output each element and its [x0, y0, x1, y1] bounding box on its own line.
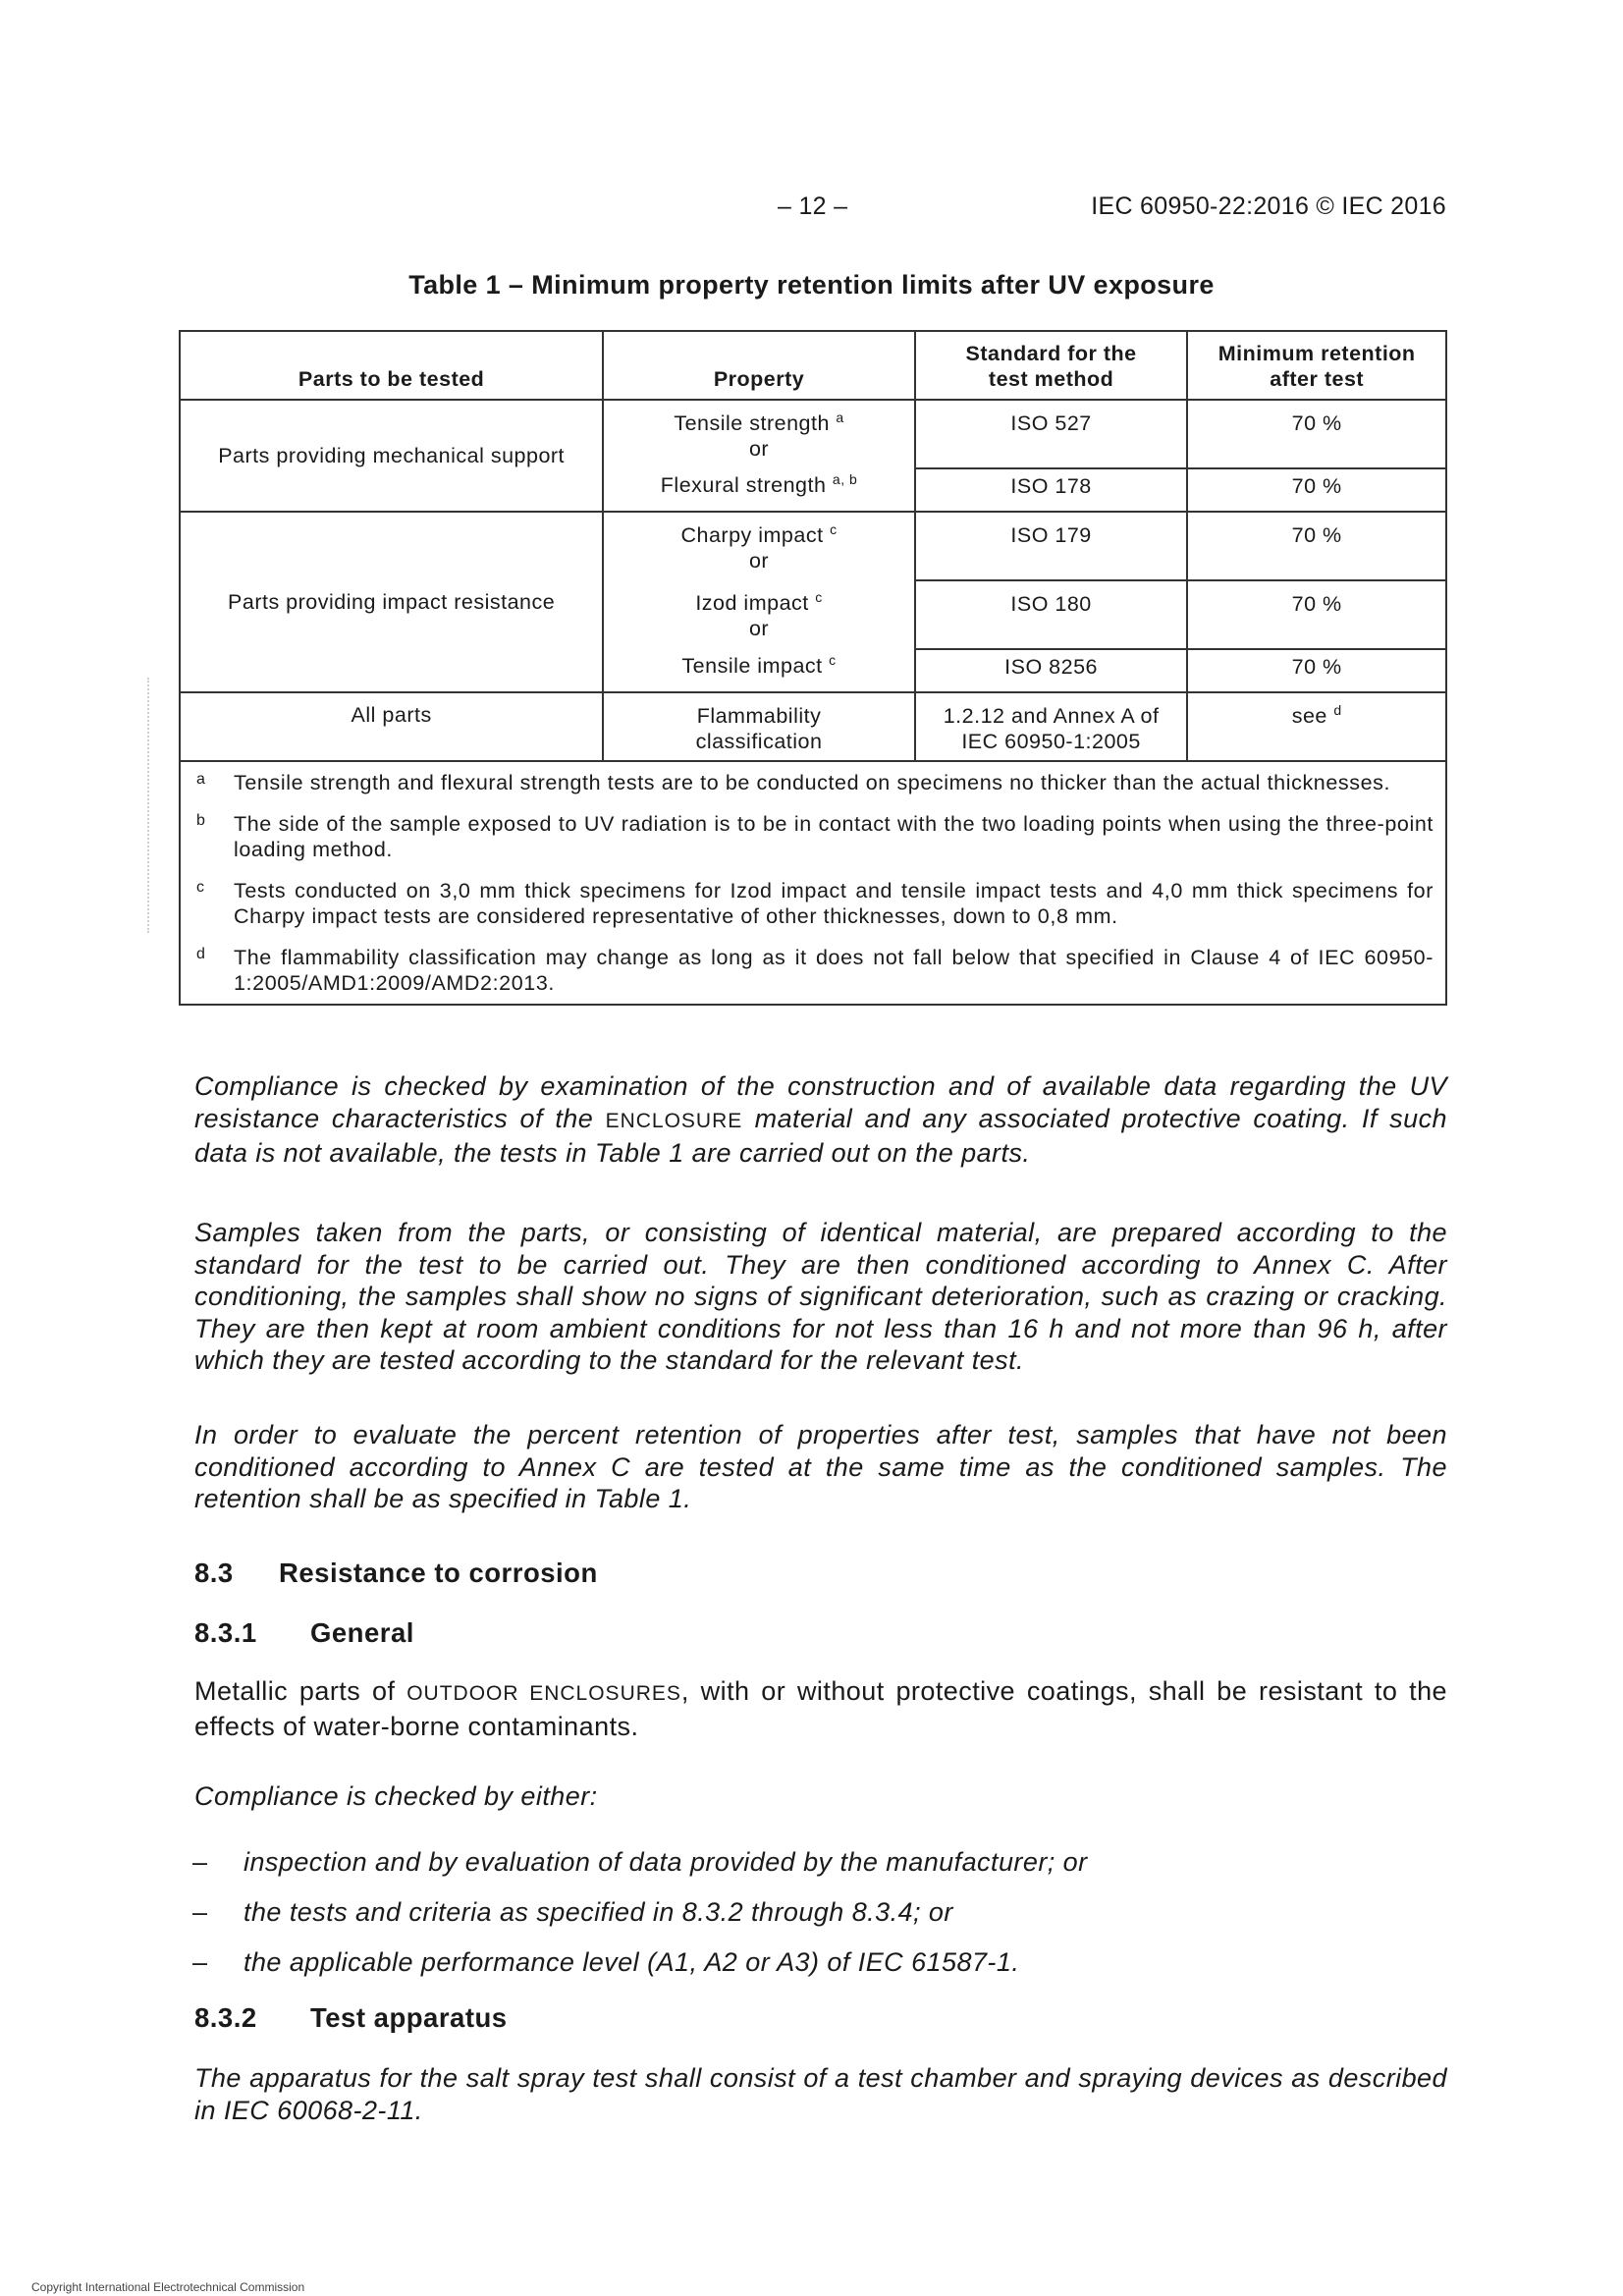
paragraph-test-apparatus: The apparatus for the salt spray test shall consist of a test chamber and spraying devices as described in IEC 60068-2-11.	[194, 2063, 1447, 2125]
table-footnotes	[180, 761, 1446, 1005]
paragraph-compliance-either: Compliance is checked by either:	[194, 1781, 598, 1811]
header-parts: Parts to be tested	[180, 331, 603, 400]
paragraph-metallic-parts: Metallic parts of OUTDOOR ENCLOSURES, with or without protective coatings, shall be resistant to the effects of water-borne contaminants.	[194, 1676, 1448, 1741]
list-item: the tests and criteria as specified in 8.3.2 through 8.3.4; or	[243, 1897, 953, 1927]
property-retention-table	[179, 330, 1447, 1006]
cell-min-1: 70 %	[1187, 400, 1446, 468]
list-dash: –	[192, 1847, 208, 1877]
section-8-3-number: 8.3	[194, 1558, 234, 1588]
section-8-3-2-title: Test apparatus	[310, 2002, 508, 2033]
paragraph-compliance-uv: Compliance is checked by examination of the construction and of available data regarding the UV resistance characteristics of the ENCLOSURE material and any associated protective coating. If such data is not available, the tests in Table 1 are carried out on the parts.	[194, 1071, 1448, 1168]
cell-min-5: 70 %	[1187, 649, 1446, 692]
cell-iso-178: ISO 178	[915, 468, 1188, 512]
cell-min-2: 70 %	[1187, 468, 1446, 512]
cell-min-3: 70 %	[1187, 512, 1446, 580]
cell-parts-mechanical: Parts providing mechanical support	[180, 400, 603, 512]
cell-all-parts: All parts	[180, 692, 603, 761]
cell-flexural-strength: Flexural strength $^{a, b}$	[603, 468, 915, 512]
cell-parts-impact: Parts providing impact resistance	[180, 512, 603, 692]
footnote-a: a Tensile strength and flexural strength tests are to be conducted on specimens no thicker than the actual thicknesses.	[196, 771, 1391, 794]
list-dash: –	[192, 1897, 208, 1927]
table-row	[180, 512, 1446, 580]
cell-tensile-impact: Tensile impact $^c$	[603, 649, 915, 692]
footnote-c: c Tests conducted on 3,0 mm thick specimens for Izod impact and tensile impact tests and 4,0 mm thick specimens for Charpy impact tests are considered representative of other thicknesses, down to 0,8 mm.	[196, 879, 1434, 928]
header-standard: Standard for the test method	[915, 331, 1188, 400]
copyright-notice: Copyright International Electrotechnical Commission	[31, 2280, 305, 2294]
table-row	[180, 400, 1446, 468]
table-title: Table 1 – Minimum property retention limits after UV exposure	[408, 270, 1215, 300]
cell-min-4: 70 %	[1187, 580, 1446, 649]
section-8-3-title: Resistance to corrosion	[279, 1558, 598, 1588]
footnote-b: b The side of the sample exposed to UV radiation is to be in contact with the two loading points when using the three-point loading method.	[196, 812, 1434, 861]
cell-charpy-impact: Charpy impact $^c$ or	[603, 512, 915, 580]
table-header-row	[180, 331, 1446, 400]
footnotes-row	[180, 761, 1446, 1005]
cell-iso-180: ISO 180	[915, 580, 1188, 649]
paragraph-retention: In order to evaluate the percent retention of properties after test, samples that have not been conditioned according to Annex C are tested at the same time as the conditioned samples. The retention shall be as specified in Table 1.	[194, 1420, 1447, 1513]
section-8-3-1-number: 8.3.1	[194, 1617, 257, 1648]
header-minimum: Minimum retention after test	[1187, 331, 1446, 400]
cell-tensile-strength: Tensile strength $^a$ or	[603, 400, 915, 468]
cell-see-d: see $^d$	[1187, 692, 1446, 761]
paragraph-samples: Samples taken from the parts, or consisting of identical material, are prepared according to the standard for the test to be carried out. They are then conditioned according to Annex C. After conditioning, the samples shall show no signs of significant deterioration, such as crazing or cracking. They are then kept at room ambient conditions for not less than 16 h and not more than 96 h, after which they are tested according to the standard for the relevant test.	[194, 1218, 1447, 1375]
header-property: Property	[603, 331, 915, 400]
page-number: – 12 –	[778, 192, 848, 220]
cell-flammability: Flammability classification	[603, 692, 915, 761]
list-item: inspection and by evaluation of data provided by the manufacturer; or	[243, 1847, 1088, 1877]
cell-annex-a: 1.2.12 and Annex A of IEC 60950-1:2005	[915, 692, 1188, 761]
list-item: the applicable performance level (A1, A2 or A3) of IEC 61587-1.	[243, 1947, 1020, 1977]
footnote-d: d The flammability classification may change as long as it does not fall below that specified in Clause 4 of IEC 60950-1:2005/AMD1:2009/AMD2:2013.	[196, 946, 1434, 995]
standard-reference: IEC 60950-22:2016 © IEC 2016	[1091, 192, 1446, 220]
section-8-3-2-number: 8.3.2	[194, 2002, 257, 2033]
table-row	[180, 692, 1446, 761]
margin-dots	[147, 678, 151, 933]
cell-izod-impact: Izod impact $^c$ or	[603, 580, 915, 649]
list-dash: –	[192, 1947, 208, 1977]
cell-iso-8256: ISO 8256	[915, 649, 1188, 692]
cell-iso-527: ISO 527	[915, 400, 1188, 468]
section-8-3-1-title: General	[310, 1617, 414, 1648]
cell-iso-179: ISO 179	[915, 512, 1188, 580]
